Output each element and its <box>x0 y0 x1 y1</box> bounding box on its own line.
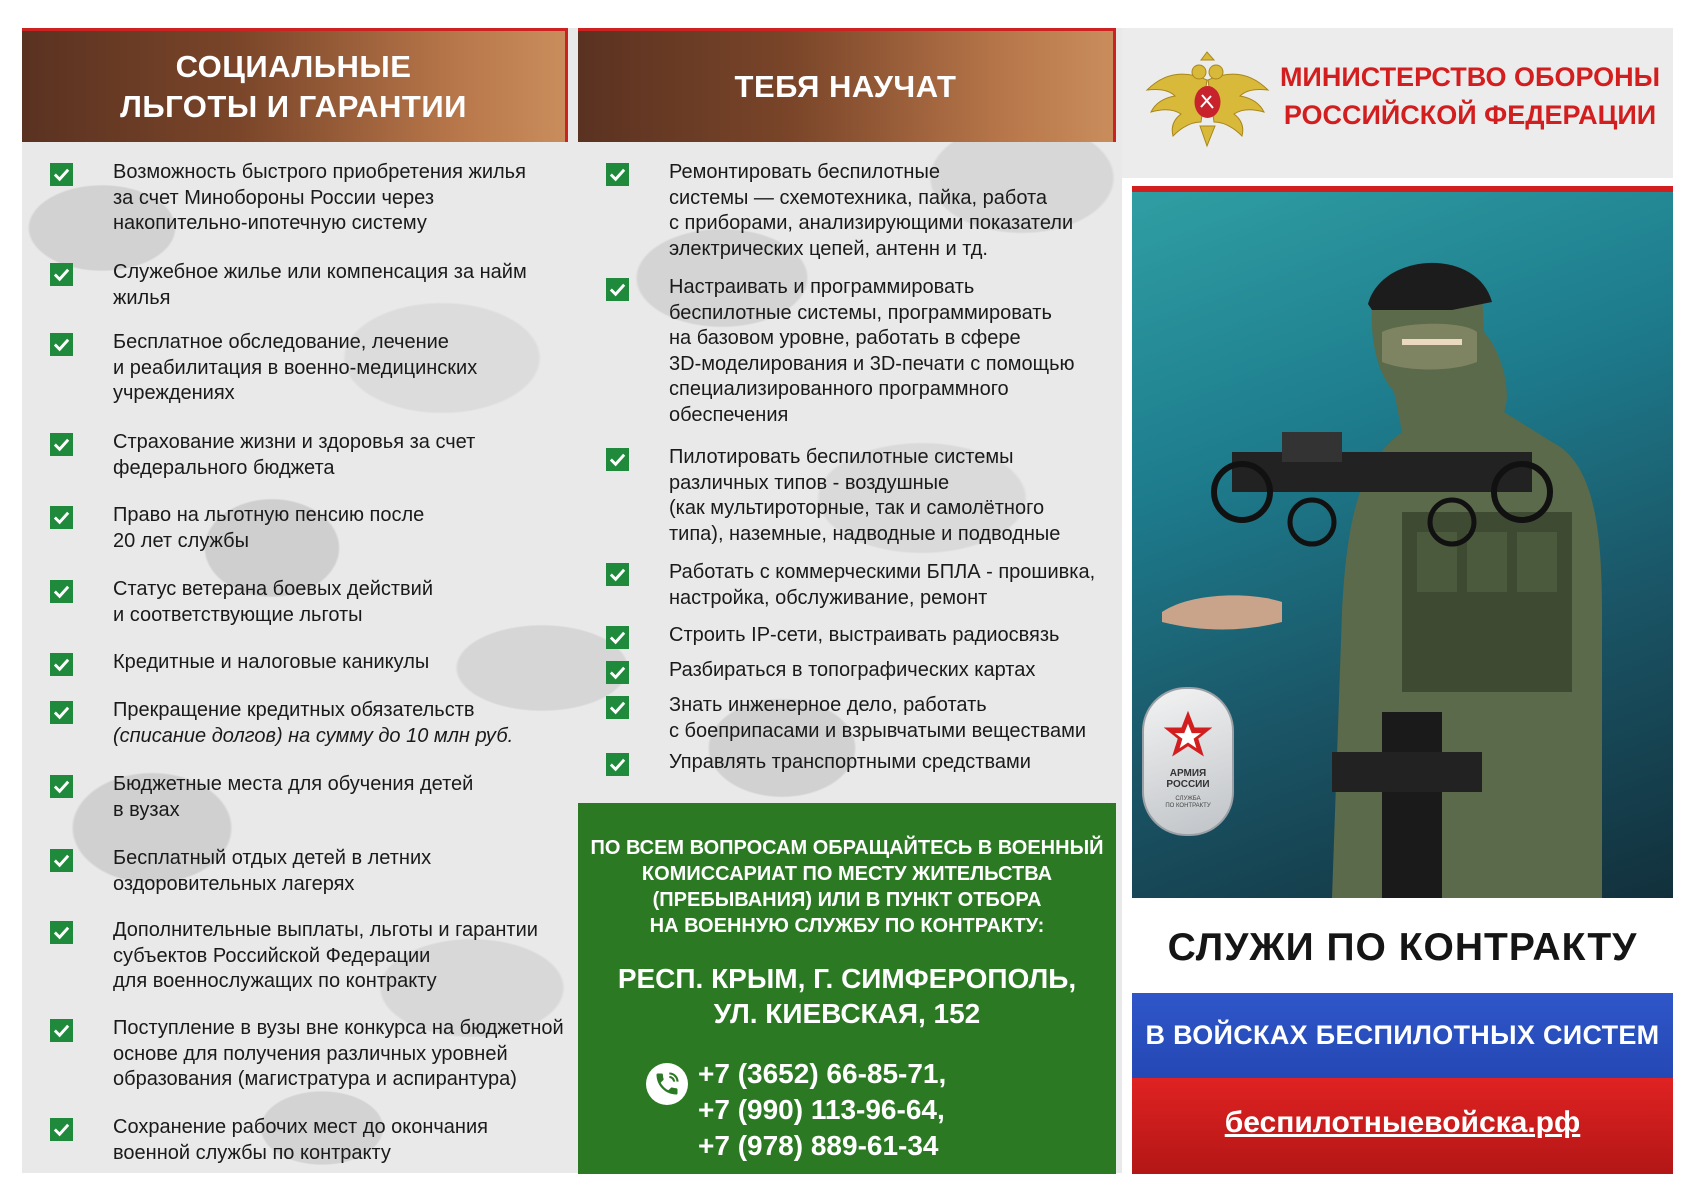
skills-list <box>606 150 1116 790</box>
list-item: Настраивать и программировать беспилотные системы, программировать на базовом уровне, работать в сфере 3D-моделирования и 3D-печати с помощью специализированного программного обеспечения <box>606 275 1075 428</box>
list-item: Прекращение кредитных обязательств (списание долгов) на сумму до 10 млн руб. <box>50 698 513 749</box>
check-icon <box>606 696 629 719</box>
eagle-emblem-icon <box>1145 50 1270 150</box>
check-icon <box>606 278 629 301</box>
website-band <box>1132 1078 1673 1174</box>
slogan-band <box>1132 898 1673 993</box>
list-item: Знать инженерное дело, работать с боеприпасами и взрывчатыми веществами <box>606 693 1086 744</box>
check-icon <box>50 653 73 676</box>
check-icon <box>50 580 73 603</box>
check-icon <box>606 448 629 471</box>
list-item: Сохранение рабочих мест до окончания военной службы по контракту <box>50 1115 488 1166</box>
contact-box <box>578 803 1116 1174</box>
ministry-title: МИНИСТЕРСТВО ОБОРОНЫ РОССИЙСКОЙ ФЕДЕРАЦИИ <box>1279 62 1661 130</box>
contact-address: РЕСП. КРЫМ, Г. СИМФЕРОПОЛЬ, УЛ. КИЕВСКАЯ, 152 <box>617 963 1077 1029</box>
subtitle: В ВОЙСКАХ БЕСПИЛОТНЫХ СИСТЕМ <box>1145 1020 1660 1050</box>
check-icon <box>606 563 629 586</box>
list-item: Ремонтировать беспилотные системы — схемотехника, пайка, работа с приборами, анализирующими показатели электрических цепей, антенн и тд. <box>606 160 1073 262</box>
benefits-title: СОЦИАЛЬНЫЕ ЛЬГОТЫ И ГАРАНТИИ <box>22 28 568 142</box>
list-item: Поступление в вузы вне конкурса на бюджетной основе для получения различных уровней образования (магистратура и аспирантура) <box>50 1016 564 1093</box>
benefits-list <box>50 150 570 1180</box>
list-item: Статус ветерана боевых действий и соответствующие льготы <box>50 577 433 628</box>
list-item: Работать с коммерческими БПЛА - прошивка, настройка, обслуживание, ремонт <box>606 560 1095 611</box>
check-icon <box>50 1019 73 1042</box>
check-icon <box>606 163 629 186</box>
list-item: Страхование жизни и здоровья за счет федерального бюджета <box>50 430 475 481</box>
check-icon <box>50 506 73 529</box>
subtitle-band <box>1132 993 1673 1078</box>
phone-icon <box>646 1063 688 1105</box>
red-star-icon <box>1160 707 1216 763</box>
list-item: Строить IP-сети, выстраивать радиосвязь <box>606 623 1059 649</box>
check-icon <box>50 849 73 872</box>
slogan: СЛУЖИ ПО КОНТРАКТУ <box>1167 926 1638 969</box>
check-icon <box>50 263 73 286</box>
check-icon <box>50 433 73 456</box>
check-icon <box>50 921 73 944</box>
list-item: Служебное жилье или компенсация за найм жилья <box>50 260 527 311</box>
list-item: Управлять транспортными средствами <box>606 750 1031 776</box>
list-item: Пилотировать беспилотные системы различных типов - воздушные (как мультироторные, так и самолётного типа), наземные, надводные и подводные <box>606 445 1060 547</box>
check-icon <box>50 163 73 186</box>
check-icon <box>50 1118 73 1141</box>
badge-small-text: СЛУЖБА ПО КОНТРАКТУ <box>1165 796 1211 809</box>
list-item: Возможность быстрого приобретения жилья за счет Минобороны России через накопительно-ипотечную систему <box>50 160 526 237</box>
check-icon <box>606 661 629 684</box>
website-link[interactable]: беспилотныевойска.рф <box>1224 1106 1581 1139</box>
list-item: Бесплатное обследование, лечение и реабилитация в военно-медицинских учреждениях <box>50 330 477 407</box>
check-icon <box>50 775 73 798</box>
check-icon <box>50 333 73 356</box>
check-icon <box>606 753 629 776</box>
list-item: Право на льготную пенсию после 20 лет службы <box>50 503 424 554</box>
badge-text: АРМИЯ РОССИИ <box>1166 768 1210 790</box>
list-item: Бесплатный отдых детей в летних оздоровительных лагерях <box>50 846 431 897</box>
list-item: Разбираться в топографических картах <box>606 658 1035 684</box>
soldier-photo <box>1132 186 1673 898</box>
check-icon <box>606 626 629 649</box>
skills-title: ТЕБЯ НАУЧАТ <box>578 28 1116 142</box>
list-item: Дополнительные выплаты, льготы и гарантии субъектов Российской Федерации для военнослужащих по контракту <box>50 918 538 995</box>
phone-numbers: +7 (3652) 66-85-71, +7 (990) 113-96-64, +7 (978) 889-61-34 <box>698 1058 947 1161</box>
list-item: Бюджетные места для обучения детей в вузах <box>50 772 473 823</box>
contact-heading: ПО ВСЕМ ВОПРОСАМ ОБРАЩАЙТЕСЬ В ВОЕННЫЙ КОМИССАРИАТ ПО МЕСТУ ЖИТЕЛЬСТВА (ПРЕБЫВАНИЯ) ИЛИ В ПУНКТ ОТБОРА НА ВОЕННУЮ СЛУЖБУ ПО КОНТРАКТУ: <box>590 837 1104 937</box>
list-item: Кредитные и налоговые каникулы <box>50 650 429 676</box>
army-badge <box>1142 687 1234 836</box>
check-icon <box>50 701 73 724</box>
